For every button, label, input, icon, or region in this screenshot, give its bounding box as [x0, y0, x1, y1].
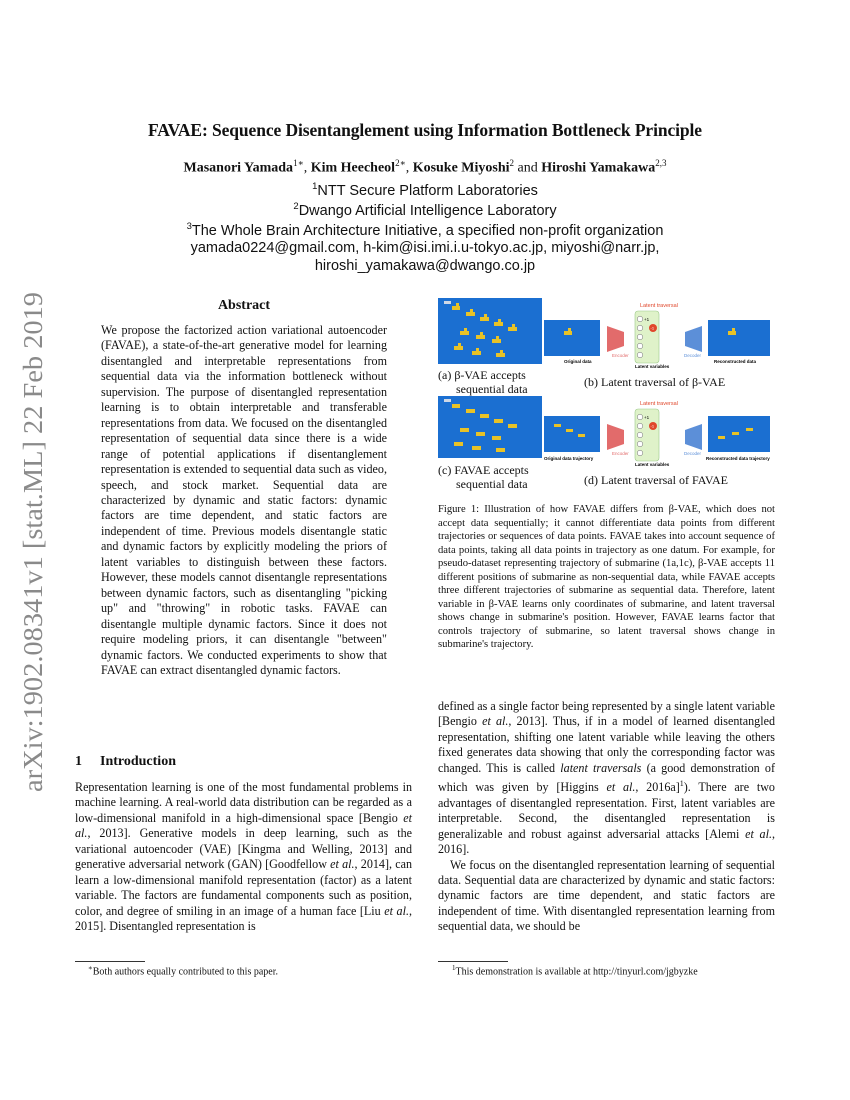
- footnote: $^1$This demonstration is available at http://tinyurl.com/jgbyzke: [452, 964, 698, 978]
- svg-text:Latent variables: Latent variables: [635, 364, 670, 368]
- footnote-rule: [75, 961, 145, 962]
- svg-text:Decoder: Decoder: [684, 353, 702, 358]
- subcaption-d: (d) Latent traversal of FAVAE: [584, 473, 728, 487]
- arxiv-stamp: [2, 289, 52, 794]
- footnote: ∗Both authors equally contributed to this paper.: [88, 964, 279, 978]
- email-line: yamada0224@gmail.com, h-kim@isi.imi.i.u-tokyo.ac.jp, miyoshi@narr.jp,: [190, 240, 660, 256]
- paper-title: FAVAE: Sequence Disentanglement using Information Bottleneck Principle: [148, 120, 702, 140]
- figure-panel-c: [438, 396, 542, 458]
- subcaption-c: (c) FAVAE accepts sequential data: [438, 463, 529, 491]
- svg-text:-1: -1: [650, 423, 655, 429]
- affiliation: $^2$Dwango Artificial Intelligence Laboratory: [293, 201, 557, 219]
- abstract-heading: Abstract: [217, 298, 271, 313]
- original-data-image: [544, 320, 600, 356]
- svg-text:Encoder: Encoder: [612, 353, 629, 358]
- svg-text:Reconstructed data trajectory: Reconstructed data trajectory: [706, 456, 770, 461]
- author-name: Kim Heecheol: [310, 160, 396, 176]
- svg-text:Latent traversal: Latent traversal: [640, 401, 678, 407]
- author-name: Masanori Yamada: [183, 160, 294, 176]
- svg-text:Original data: Original data: [564, 359, 592, 364]
- author-list: Masanori Yamada$^{1∗}$, Kim Heecheol$^{2∗}$, Kosuke Miyoshi$^2$ and Hiroshi Yamakawa$^{2,3}$: [183, 158, 667, 176]
- section-heading: 1 Introduction: [75, 754, 176, 769]
- svg-text:+1: +1: [644, 415, 650, 420]
- reconstructed-data-image: [708, 320, 770, 356]
- svg-text:Encoder: Encoder: [612, 451, 629, 456]
- latent-traversal-label: Latent traversal: [640, 303, 678, 309]
- figure-panel-d: [544, 396, 776, 468]
- affiliation: $^1$NTT Secure Platform Laboratories: [312, 181, 538, 199]
- svg-text:Latent variables: Latent variables: [635, 462, 670, 467]
- intro-paragraph: Representation learning is one of the most fundamental problems in machine learning. A real-world data distribution can be regarded as a low-dimensional manifold in a high-dimensional space [Bengio et al., 2013]. Generative models in deep learning, such as the variational autoencoder (VAE) [Kingma and Welling, 2013] and generative adversarial network (GAN) [Goodfellow et al., 2014], can learn a low-dimensional manifold representation (factor) as a latent variable. The factors are fundamental components such as position, color, and degree of smiling in an image of a human face [Liu et al., 2015]. Disentangled representation is: [75, 780, 413, 934]
- decoder-shape: [685, 326, 702, 352]
- svg-text:+1: +1: [644, 317, 650, 322]
- svg-text:Original data trajectory: Original data trajectory: [544, 456, 594, 461]
- email-line: hiroshi_yamakawa@dwango.co.jp: [314, 258, 536, 274]
- body-text-right: defined as a single factor being represented by a single latent variable [Bengio et al., 2013]. Thus, if in a model of learned disentangled representation, shifting one latent variable while leaving the others fixed generates data showing that only the corresponding factor was changed. This is called latent traversals (a good demonstration of which was given by [Higgins et al., 2016a]$^1$). There are two advantages of disentangled representation. First, latent variables are interpretable. Second, the disentangled representation is generalizable and robust against adversarial attacks [Alemi et al., 2016]. We focus on the disentangled representation learning of sequential data. Sequential data are characterized by dynamic and static factors: dynamic factors are time dependent, and static factors are independent of time. With disentangled representation learning from sequential data, we should be: [438, 699, 776, 934]
- svg-text:Reconstructed data: Reconstructed data: [714, 359, 757, 364]
- affiliation: $^3$The Whole Brain Architecture Initiative, a specified non-profit organization: [186, 221, 664, 239]
- author-name: Hiroshi Yamakawa: [541, 160, 656, 176]
- author-name: Kosuke Miyoshi: [412, 160, 510, 176]
- figure-panel-a: [438, 298, 542, 364]
- arxiv-stamp-text: arXiv:1902.08341v1 [stat.ML] 22 Feb 2019: [18, 316, 48, 792]
- footnote-rule: [438, 961, 508, 962]
- svg-text:Decoder: Decoder: [684, 451, 702, 456]
- figure-caption: Figure 1: Illustration of how FAVAE differs from β-VAE, which does not accept data sequentially; it cannot differentiate data points from different trajectories or sequences of data points. FAVAE takes into account sequence of data points, taking all data points in trajectory as one datum. For example, for pseudo-dataset representing trajectory of submarine (1a,1c), β-VAE accepts 11 different positions of submarine as non-sequential data, while FAVAE accepts three different trajectories of submarine as sequential data. Therefore, latent variable in β-VAE learns only coordinates of submarine, and latent traversal shows change in submarine's position. However, FAVAE learns factor that controls trajectory of submarine, so latent traversal shows change in submarine's trajectory.: [438, 504, 775, 650]
- svg-text:-1: -1: [650, 325, 655, 331]
- subcaption-a: (a) β-VAE accepts sequential data: [438, 368, 528, 396]
- figure-panel-b: [544, 298, 776, 368]
- abstract-text: We propose the factorized action variational autoencoder (FAVAE), a state-of-the-art generative model for learning disentangled and interpretable representations from sequential data via the information bottleneck without supervision. The purpose of disentangled representation learning is to obtain interpretable and transferable representations from data. We focused on the disentangled representation of sequential data since there is a wide range of potential applications if disentanglement representation is extended to sequential data such as video, speech, and stock market. Sequential data are characterized by dynamic and static factors: dynamic factors are time dependent, and static factors are independent of time. Previous models disentangle static and dynamic factors by explicitly modeling the priors of latent variables to distinguish between these factors. However, these models cannot disentangle representations between dynamic factors, such as disentangling "picking up" and "throwing" in robotic tasks. FAVAE can disentangle multiple dynamic factors. Since it does not require modeling priors, it can disentangle "between" dynamic factors. We conducted experiments to show that FAVAE can extract disentangled dynamic factors.: [101, 323, 387, 677]
- subcaption-b: (b) Latent traversal of β-VAE: [584, 375, 726, 389]
- encoder-shape: [607, 326, 624, 352]
